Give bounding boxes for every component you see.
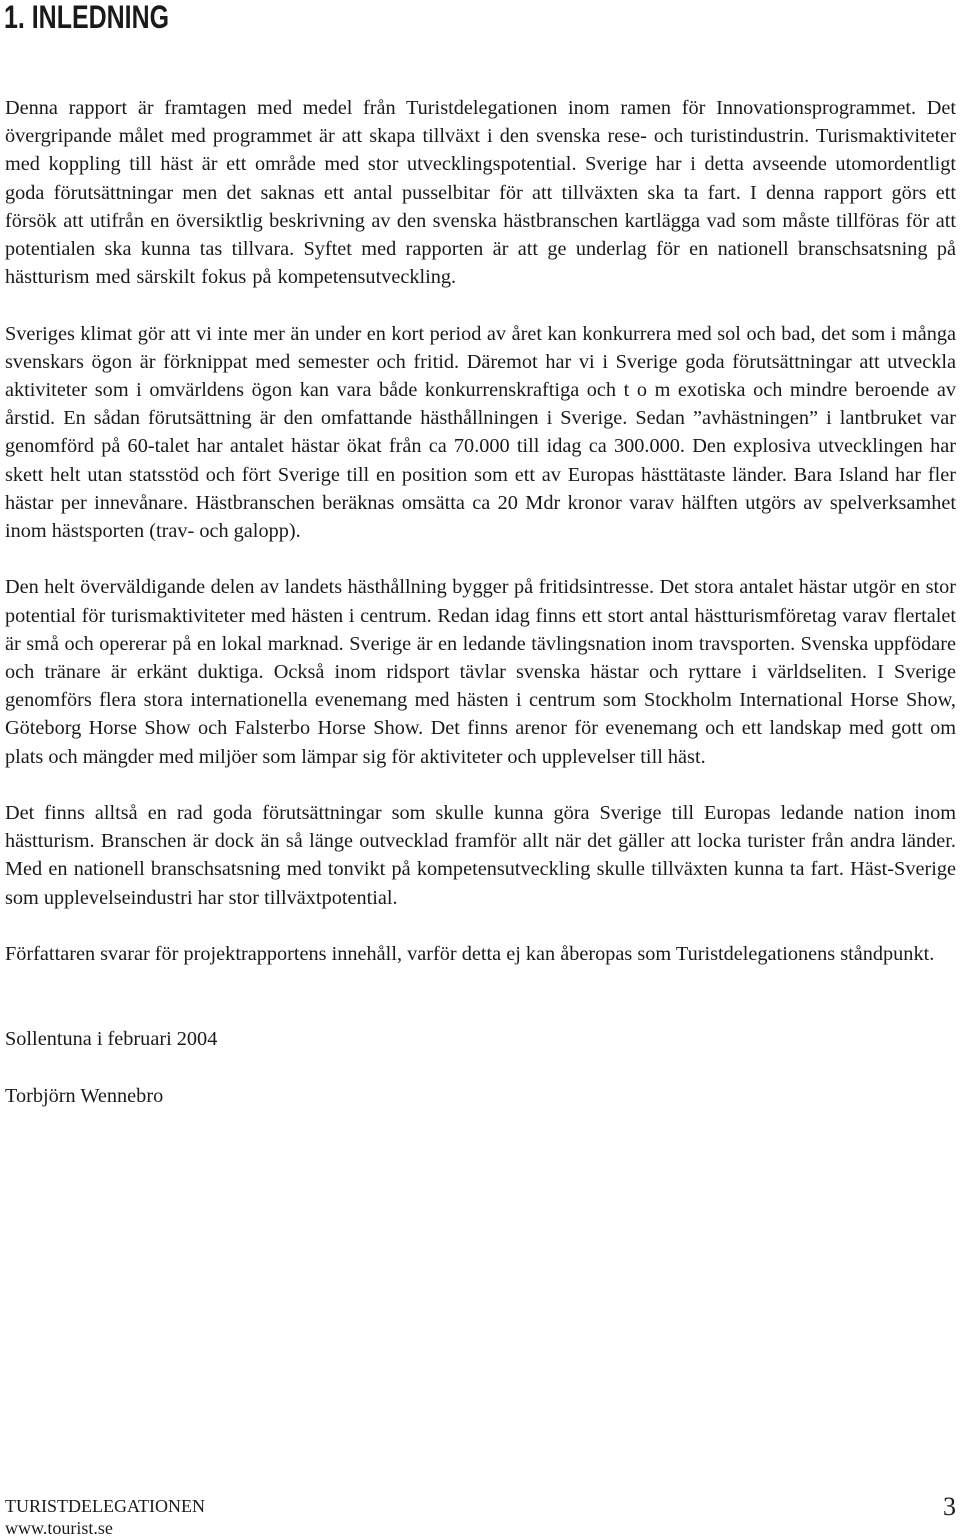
- paragraph-climate: Sveriges klimat gör att vi inte mer än under en kort period av året kan konkurrera med sol och bad, det som i många svenskars ögon är förknippat med semester och fritid. Däremot har vi i Sverige goda förutsättningar att utveckla aktiviteter som i omvärldens ögon kan vara både konkurrenskraftiga och t o m exotiska och mindre beroende av årstid. En sådan förutsättning är den omfattande hästhållningen i Sverige. Sedan ”avhästningen” i lantbruket var genomförd på 60-talet har antalet hästar ökat från ca 70.000 till idag ca 300.000. Den explosiva utvecklingen har skett helt utan statsstöd och fört Sverige till en position som ett av Europas hästtätaste länder. Bara Island har fler hästar per innevånare. Hästbranschen beräknas omsätta ca 20 Mdr kronor varav hälften utgörs av spelverksamhet inom hästsporten (trav- och galopp).: [5, 322, 956, 543]
- page-number: 3: [943, 1492, 956, 1521]
- footer-url: www.tourist.se: [5, 1518, 113, 1538]
- paragraph-conclusion: Det finns alltså en rad goda förutsättningar som skulle kunna göra Sverige till Europas ledande nation inom hästturism. Branschen är dock än så länge outvecklad framför allt när det gäller att locka turister från andra länder. Med en nationell branschsatsning med tonvikt på kompetensutveckling skulle tillväxten kunna ta fart. Häst-Sverige som upplevelseindustri har stor tillväxtpotential.: [5, 802, 956, 909]
- author-name: Torbjörn Wennebro: [5, 1085, 164, 1108]
- paragraph-disclaimer: Författaren svarar för projektrapportens innehåll, varför detta ej kan åberopas som Turistdelegationens ståndpunkt.: [5, 943, 935, 966]
- paragraph-horse-keeping: Den helt överväldigande delen av landets hästhållning bygger på fritidsintresse. Det stora antalet hästar utgör en stor potential för turismaktiviteter med hästen i centrum. Redan idag finns ett stort antal hästturismföretag varav flertalet är små och opererar på en lokal marknad. Sverige är en ledande tävlingsnation inom travsporten. Svenska uppfödare och tränare är erkänt duktiga. Också inom ridsport tävlar svenska hästar och ryttare i världseliten. I Sverige genomförs flera stora internationella evenemang med hästen i centrum som Stockholm International Horse Show, Göteborg Horse Show och Falsterbo Horse Show. Det finns arenor för evenemang och ett landskap med gott om plats och mängder med miljöer som lämpar sig för aktiviteter och upplevelser till häst.: [5, 576, 956, 768]
- paragraph-intro: Denna rapport är framtagen med medel från Turistdelegationen inom ramen för Innovationsprogrammet. Det övergripande målet med programmet är att skapa tillväxt i den svenska rese- och turistindustrin. Turismaktiviteter med koppling till häst är ett område med stor utvecklingspotential. Sverige har i detta avseende utomordentligt goda förutsättningar men det saknas ett antal pusselbitar för att tillväxten ska ta fart. I denna rapport görs ett försök att utifrån en översiktlig beskrivning av den svenska hästbranschen kartlägga vad som måste tillföras för att potentialen ska kunna tas tillvara. Syftet med rapporten är att ge underlag för en nationell branschsatsning på hästturism med särskilt fokus på kompetensutveckling.: [5, 97, 956, 289]
- section-heading: 1. INLEDNING: [4, 0, 170, 35]
- place-and-date: Sollentuna i februari 2004: [5, 1028, 218, 1051]
- document-body: [5, 94, 956, 1111]
- footer-organization: TURISTDELEGATIONEN: [5, 1496, 205, 1516]
